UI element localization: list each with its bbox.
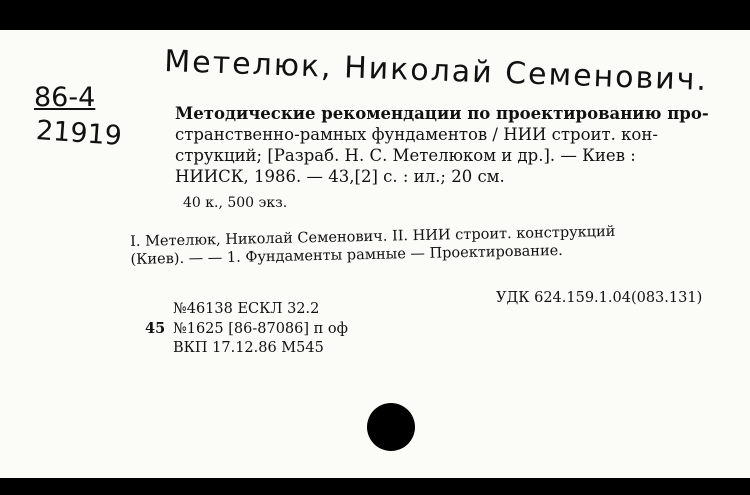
record-title: Методические рекомендации по проектированию про-	[175, 104, 709, 123]
punch-hole	[367, 403, 415, 451]
inventory-number: 45	[145, 320, 166, 337]
tracing-entries	[130, 220, 731, 269]
inventory-block	[145, 300, 348, 358]
handwritten-shelf-code: 86-4	[34, 82, 96, 113]
handwritten-author-heading: Метелюк, Николай Семенович.	[163, 44, 709, 98]
inventory-line: ВКП 17.12.86 М545	[173, 340, 324, 356]
inventory-line: №1625 [86-87086] п оф	[173, 321, 348, 337]
record-line: НИИСК, 1986. — 43,[2] с. : ил.; 20 см.	[175, 167, 505, 186]
udk-classification: УДК 624.159.1.04(083.131)	[496, 290, 703, 306]
catalog-card	[0, 30, 750, 478]
price-and-print-run: 40 к., 500 экз.	[183, 195, 288, 211]
tracing-line: I. Метелюк, Николай Семенович. II. НИИ строит. конструкций	[130, 223, 616, 250]
record-line: струкций; [Разраб. Н. С. Метелюком и др.]. — Киев :	[175, 146, 636, 165]
tracing-line: (Киев). — — 1. Фундаменты рамные — Проектирование.	[130, 242, 563, 268]
bibliographic-description	[175, 103, 735, 187]
record-line: странственно-рамных фундаментов / НИИ строит. кон-	[175, 125, 658, 144]
handwritten-accession-number: 21919	[35, 115, 123, 152]
inventory-line: №46138 ЕСКЛ 32.2	[173, 301, 320, 317]
